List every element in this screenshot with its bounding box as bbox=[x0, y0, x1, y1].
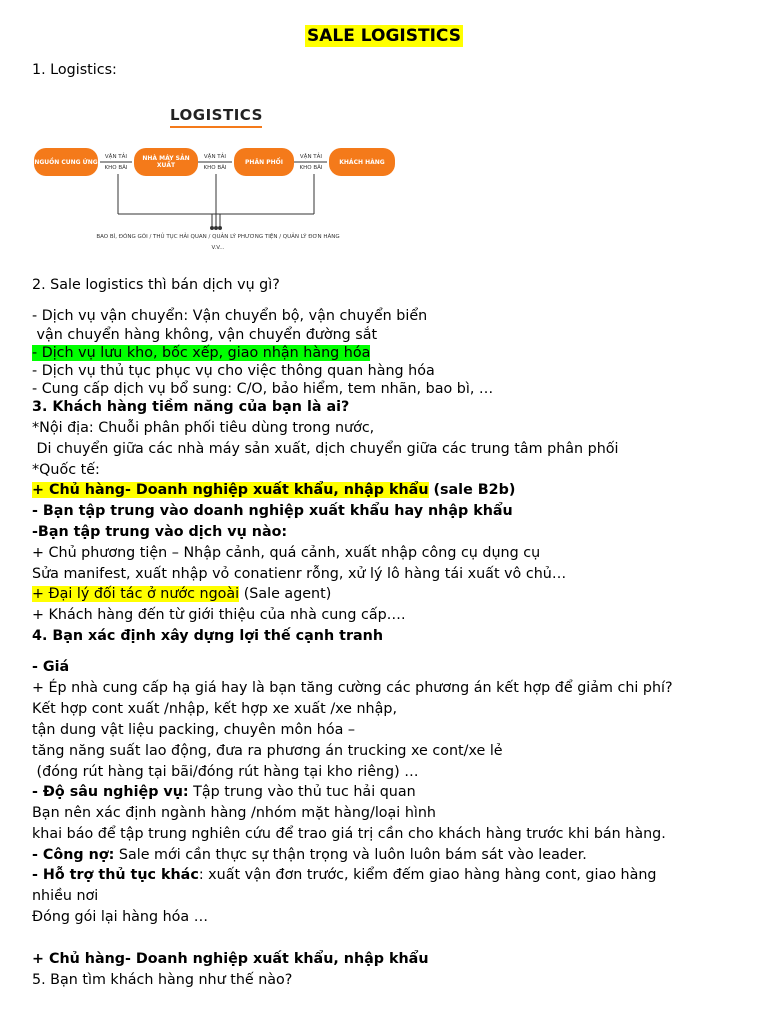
text-line: + Ép nhà cung cấp hạ giá hay là bạn tăng cường các phương án kết hợp để giảm chi phí? bbox=[32, 680, 673, 696]
text-line: - Dịch vụ vận chuyển: Vận chuyển bộ, vận chuyển biển bbox=[32, 308, 428, 324]
connector-label-2-top: VẬN TẢI bbox=[203, 154, 227, 160]
connector-label-1-bottom: KHO BÃI bbox=[104, 165, 128, 171]
text-line: *Nội địa: Chuỗi phân phối tiêu dùng trong nước, bbox=[32, 420, 375, 436]
diagram-box-factory: NHÀ MÁY SẢN XUẤT bbox=[134, 148, 198, 176]
text-line-highlight-yellow: + Đại lý đối tác ở nước ngoài (Sale agent) bbox=[32, 586, 332, 602]
text-line: - Dịch vụ thủ tục phục vụ cho việc thông quan hàng hóa bbox=[32, 363, 435, 379]
text-line: Đóng gói lại hàng hóa … bbox=[32, 909, 209, 925]
diagram-box-source: NGUỒN CUNG ỨNG bbox=[34, 148, 98, 176]
connector-label-2-bottom: KHO BÃI bbox=[203, 165, 227, 171]
section-1-heading: 1. Logistics: bbox=[32, 62, 117, 78]
text-line: - Cung cấp dịch vụ bổ sung: C/O, bảo hiểm, tem nhãn, bao bì, … bbox=[32, 381, 494, 397]
text-line: Sửa manifest, xuất nhập vỏ conatienr rỗng, xử lý lô hàng tái xuất vô chủ… bbox=[32, 566, 567, 582]
text-line: Di chuyển giữa các nhà máy sản xuất, dịch chuyển giữa các trung tâm phân phối bbox=[32, 441, 619, 457]
text-line: vận chuyển hàng không, vận chuyển đường sắt bbox=[32, 327, 378, 343]
text-line: tăng năng suất lao động, đưa ra phương án trucking xe cont/xe lẻ bbox=[32, 743, 503, 759]
text-line: - Công nợ: Sale mới cần thực sự thận trọng và luôn luôn bám sát vào leader. bbox=[32, 847, 587, 863]
connector-label-1-top: VẬN TẢI bbox=[104, 154, 128, 160]
text-line-bold: - Giá bbox=[32, 659, 70, 675]
text-line: nhiều nơi bbox=[32, 888, 99, 904]
logistics-diagram bbox=[32, 92, 404, 262]
text-line: - Độ sâu nghiệp vụ: Tập trung vào thủ tuc hải quan bbox=[32, 784, 416, 800]
text-line-bold: -Bạn tập trung vào dịch vụ nào: bbox=[32, 524, 288, 540]
text-line: + Khách hàng đến từ giới thiệu của nhà cung cấp…. bbox=[32, 607, 406, 623]
section-2-heading: 2. Sale logistics thì bán dịch vụ gì? bbox=[32, 277, 280, 293]
diagram-box-distribution: PHÂN PHỐI bbox=[234, 148, 294, 176]
connector-label-3-top: VẬN TẢI bbox=[299, 154, 323, 160]
text-line: (đóng rút hàng tại bãi/đóng rút hàng tại kho riêng) … bbox=[32, 764, 419, 780]
text-line-bold: + Chủ hàng- Doanh nghiệp xuất khẩu, nhập khẩu bbox=[32, 951, 429, 967]
text-line: khai báo để tập trung nghiên cứu để trao giá trị cần cho khách hàng trước khi bán hàng. bbox=[32, 826, 666, 842]
text-line: Kết hợp cont xuất /nhập, kết hợp xe xuất /xe nhập, bbox=[32, 701, 397, 717]
doc-title: SALE LOGISTICS bbox=[307, 26, 461, 46]
connector-label-3-bottom: KHO BÃI bbox=[299, 165, 323, 171]
diagram-title-underline bbox=[170, 126, 262, 128]
text-line: tận dung vật liệu packing, chuyên môn hóa – bbox=[32, 722, 356, 738]
text-line-highlight-green: - Dịch vụ lưu kho, bốc xếp, giao nhận hàng hóa bbox=[32, 345, 371, 361]
text-line: Bạn nên xác định ngành hàng /nhóm mặt hàng/loại hình bbox=[32, 805, 436, 821]
diagram-footer-etc: V.V... bbox=[211, 245, 225, 251]
diagram-title: LOGISTICS bbox=[170, 106, 263, 124]
section-3-heading: 3. Khách hàng tiềm năng của bạn là ai? bbox=[32, 399, 350, 415]
text-line: *Quốc tế: bbox=[32, 462, 100, 478]
text-line: + Chủ phương tiện – Nhập cảnh, quá cảnh, xuất nhập công cụ dụng cụ bbox=[32, 545, 541, 561]
text-line-highlight-yellow: + Chủ hàng- Doanh nghiệp xuất khẩu, nhập khẩu (sale B2b) bbox=[32, 482, 516, 498]
diagram-footer: BAO BÌ, ĐÓNG GÓI / THỦ TỤC HẢI QUAN / QUẢN LÝ PHƯƠNG TIỆN / QUẢN LÝ ĐƠN HÀNG bbox=[96, 234, 340, 240]
section-4-heading: 4. Bạn xác định xây dựng lợi thế cạnh tranh bbox=[32, 628, 384, 644]
section-5-heading: 5. Bạn tìm khách hàng như thế nào? bbox=[32, 972, 293, 988]
text-line: - Hỗ trợ thủ tục khác: xuất vận đơn trước, kiểm đếm giao hàng hàng cont, giao hàng bbox=[32, 867, 657, 883]
diagram-box-customer: KHÁCH HÀNG bbox=[329, 148, 395, 176]
text-line-bold: - Bạn tập trung vào doanh nghiệp xuất khẩu hay nhập khẩu bbox=[32, 503, 513, 519]
